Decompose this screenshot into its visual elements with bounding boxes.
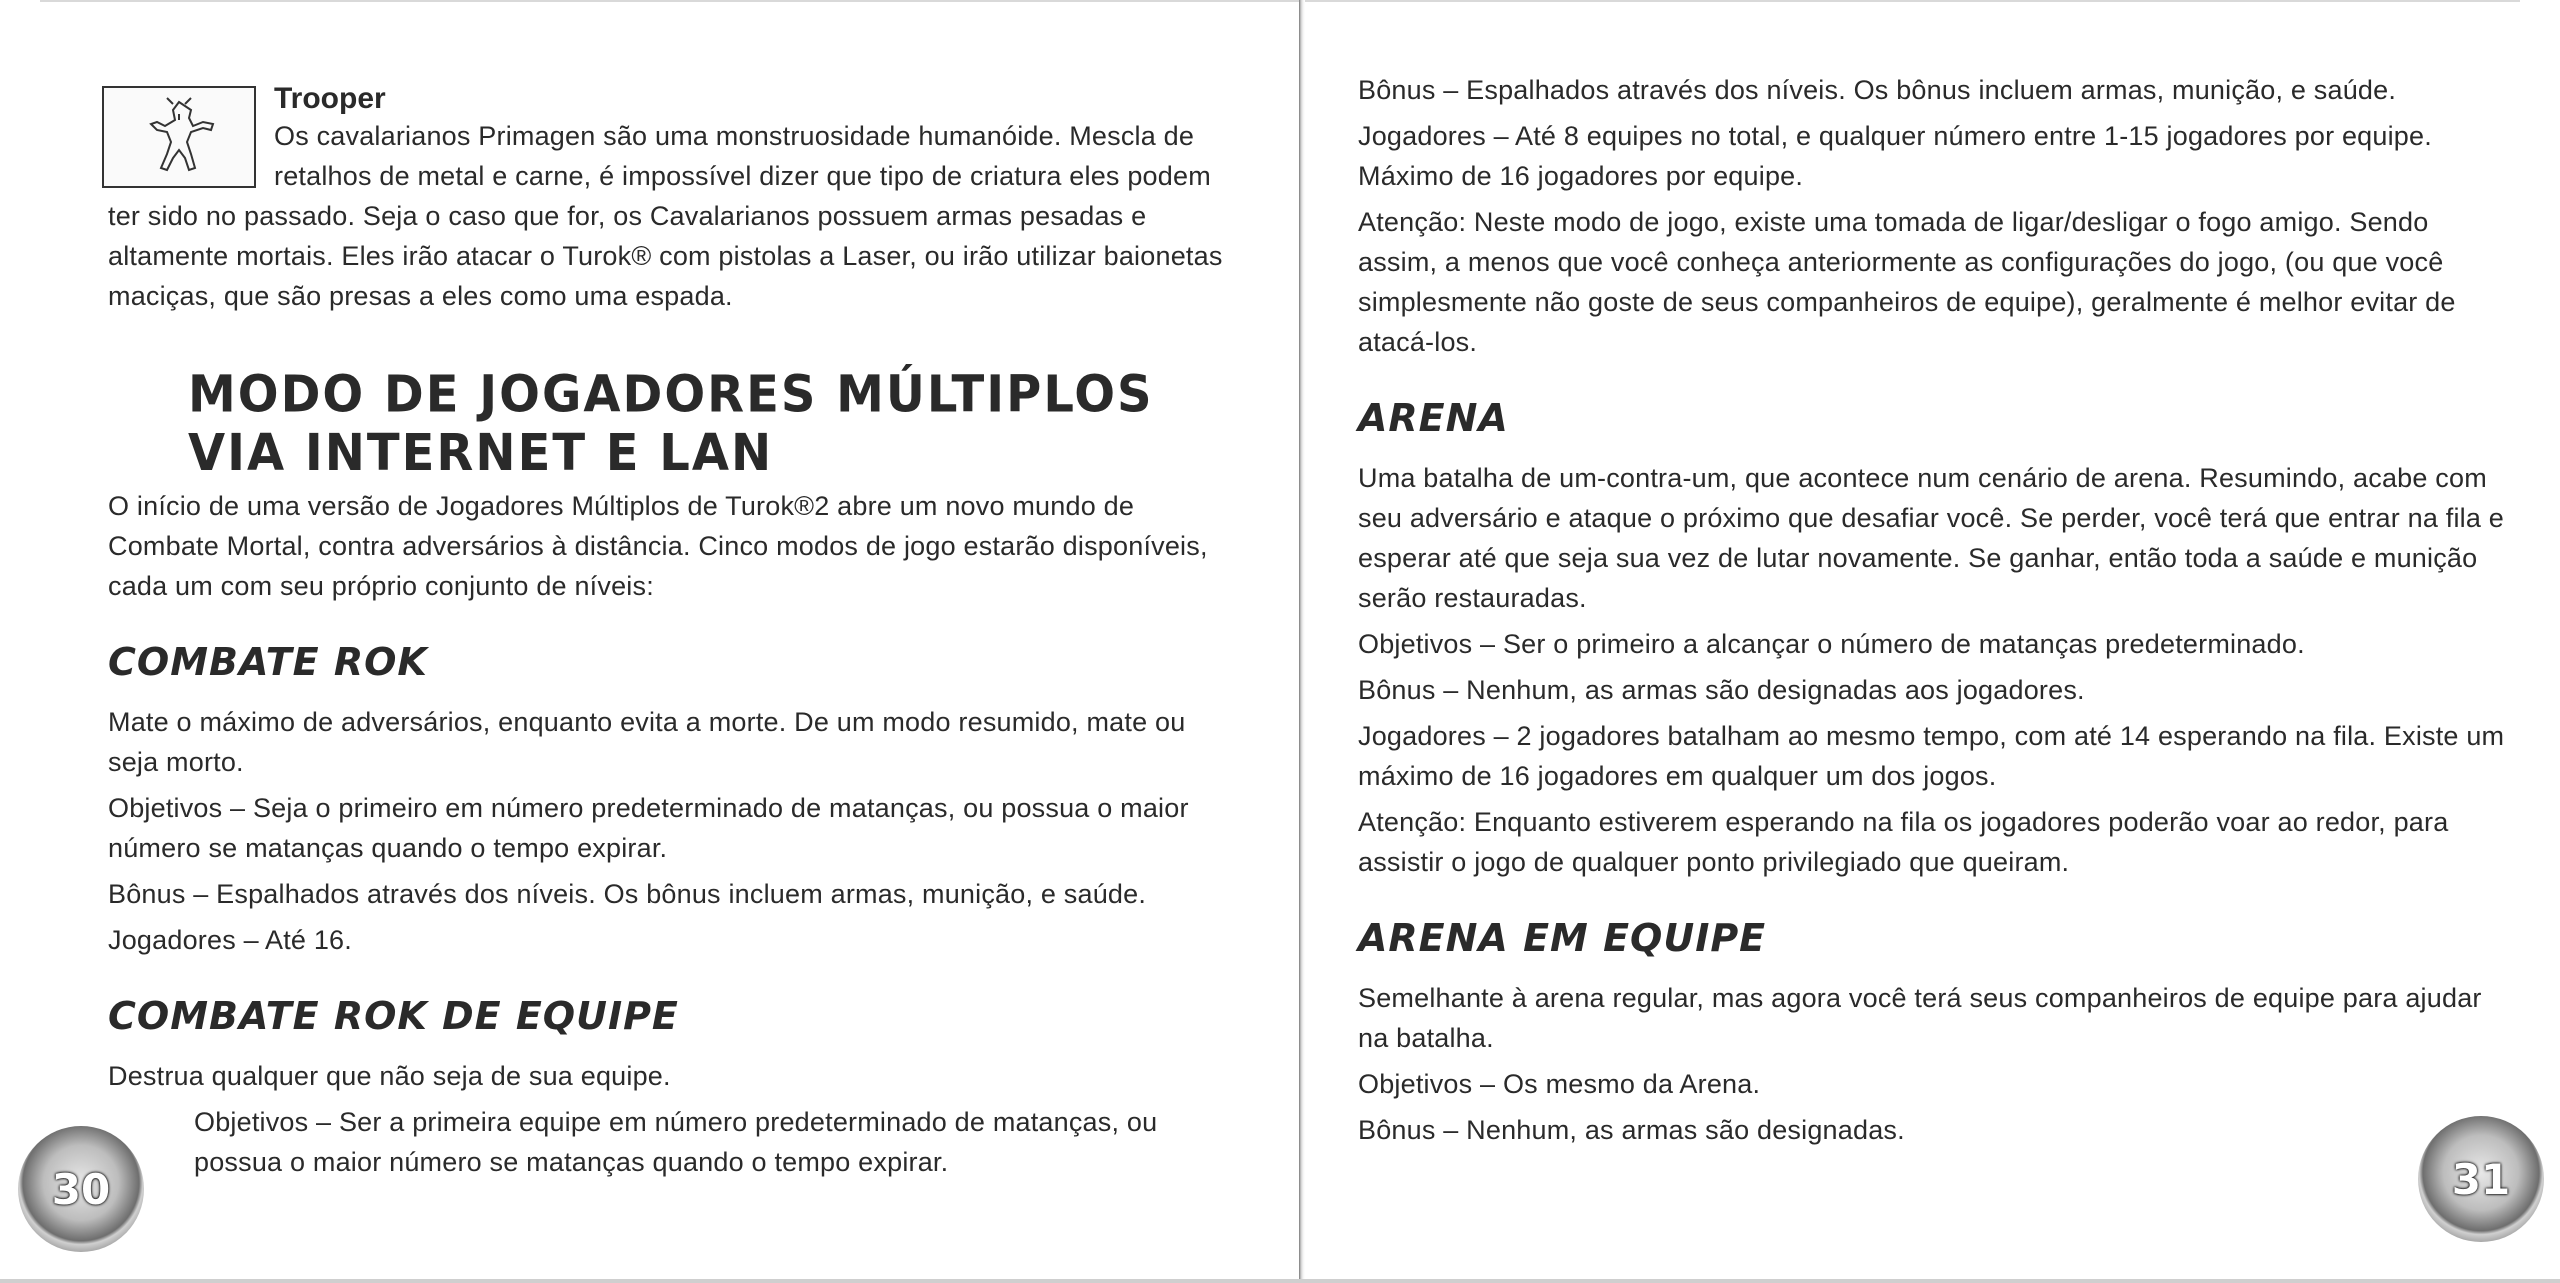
equipe-objetivos: Objetivos – Ser a primeira equipe em número predeterminado de matanças, ou possua o maior número se matanças quando o tempo expirar. [194,1107,1158,1177]
combate-bonus: Bônus – Espalhados através dos níveis. Os bônus incluem armas, munição, e saúde. [108,879,1147,909]
trooper-title: Trooper [274,82,386,115]
bottom-edge [0,1279,2560,1283]
arena-bonus: Bônus – Nenhum, as armas são designadas aos jogadores. [1358,675,2085,705]
equipe-bonus: Bônus – Espalhados através dos níveis. Os bônus incluem armas, munição, e saúde. [1358,75,2397,105]
equipe-jogadores: Jogadores – Até 8 equipes no total, e qualquer número entre 1-15 jogadores por equipe. Máximo de 16 jogadores por equipe. [1358,121,2432,191]
arena-equipe-description: Semelhante à arena regular, mas agora você terá seus companheiros de equipe para ajudar na batalha. [1358,983,2482,1053]
combate-objetivos: Objetivos – Seja o primeiro em número predeterminado de matanças, ou possua o maior número se matanças quando o tempo expirar. [108,793,1189,863]
page-right [1300,0,2560,1283]
page-number-badge [2418,1116,2544,1242]
equipe-atencao: Atenção: Neste modo de jogo, existe uma tomada de ligar/desligar o fogo amigo. Sendo assim, a menos que você conheça anteriormente as configurações do jogo, (ou que você simplesmente não goste de seus companheiros de equipe), geralmente é melhor evitar de atacá-los. [1358,207,2456,357]
heading-arena: ARENA [1358,396,1509,440]
combate-jogadores: Jogadores – Até 16. [108,925,352,955]
heading-arena-equipe: ARENA EM EQUIPE [1358,916,1767,960]
arena-equipe-objetivos: Objetivos – Os mesmo da Arena. [1358,1069,1761,1099]
left-column [108,80,1238,1182]
arena-jogadores: Jogadores – 2 jogadores batalham ao mesmo tempo, com até 14 esperando na fila. Existe um máximo de 16 jogadores em qualquer um dos jogos. [1358,721,2505,791]
page-number-badge [18,1126,144,1252]
trooper-section [108,82,1238,316]
page-number-right: 31 [2451,1154,2511,1204]
page-number-left: 30 [51,1164,111,1214]
main-heading: MODO DE JOGADORES MÚLTIPLOS VIA INTERNET E LAN [188,365,1154,483]
right-column [1358,70,2508,1150]
heading-combate-rok-equipe: COMBATE ROK DE EQUIPE [108,994,679,1038]
arena-objetivos: Objetivos – Ser o primeiro a alcançar o número de matanças predeterminado. [1358,629,2305,659]
arena-atencao: Atenção: Enquanto estiverem esperando na fila os jogadores poderão voar ao redor, para assistir o jogo de qualquer ponto privilegiado que queiram. [1358,807,2449,877]
trooper-description: Os cavalarianos Primagen são uma monstruosidade humanóide. Mescla de retalhos de metal e carne, é impossível dizer que tipo de criatura eles podem ter sido no passado. Seja o caso que for, os Cavalarianos possuem armas pesadas e altamente mortais. Eles irão atacar o Turok® com pistolas a Laser, ou irão utilizar baionetas maciças, que são presas a eles como uma espada. [108,121,1223,311]
arena-equipe-bonus: Bônus – Nenhum, as armas são designadas. [1358,1115,1905,1145]
arena-description: Uma batalha de um-contra-um, que acontece num cenário de arena. Resumindo, acabe com seu adversário e ataque o próximo que desafiar você. Se perder, você terá que entrar na fila e esperar até que seja sua vez de lutar novamente. Se ganhar, então toda a saúde e munição serão restauradas. [1358,463,2504,613]
intro-paragraph: O início de uma versão de Jogadores Múltiplos de Turok®2 abre um novo mundo de Combate Mortal, contra adversários à distância. Cinco modos de jogo estarão disponíveis, cada um com seu próprio conjunto de níveis: [108,491,1208,601]
equipe-description: Destrua qualquer que não seja de sua equipe. [108,1061,671,1091]
heading-combate-rok: COMBATE ROK [108,640,428,684]
combate-description: Mate o máximo de adversários, enquanto evita a morte. De um modo resumido, mate ou seja morto. [108,707,1186,777]
trooper-creature-icon [102,86,256,188]
